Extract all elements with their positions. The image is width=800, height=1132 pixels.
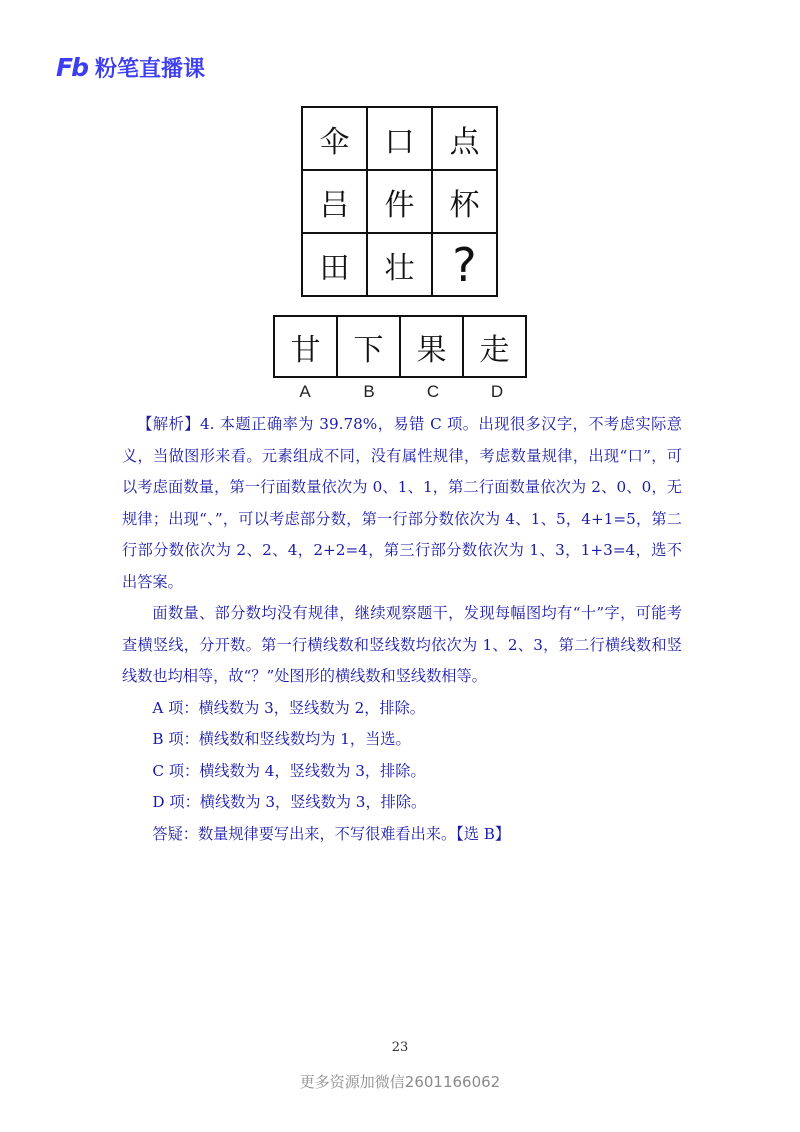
option-label: C: [426, 382, 440, 401]
option-label: A: [299, 382, 311, 401]
page-number: 23: [391, 1040, 409, 1055]
option-explanation: C 项：横线数为 4，竖线数为 3，排除。: [152, 761, 426, 780]
grid-cell: 点: [432, 107, 497, 170]
logo-text: 粉笔直播课: [94, 57, 205, 82]
grid-cell: 田: [302, 233, 367, 296]
grid-cell: 口: [367, 107, 432, 170]
footer-watermark: 更多资源加微信2601166062: [299, 1073, 501, 1091]
option-explanation: D 项：横线数为 3，竖线数为 3，排除。: [152, 793, 427, 811]
grid-cell: 壮: [367, 233, 432, 296]
grid-cell: 伞: [302, 107, 367, 170]
option-explanation: B 项：横线数和竖线数均为 1，当选。: [152, 730, 411, 748]
option-label: D: [490, 382, 504, 401]
puzzle-grid: [301, 106, 498, 297]
solution-text: [122, 409, 682, 850]
option-labels: [273, 382, 529, 402]
option-label: B: [363, 382, 375, 401]
option-c: 果: [400, 316, 463, 377]
grid-cell: 杯: [432, 170, 497, 233]
option-explanation: A 项：横线数为 3，竖线数为 2，排除。: [152, 698, 425, 717]
logo-mark: Fb: [56, 53, 87, 82]
option-b: 下: [337, 316, 400, 377]
option-a: 甘: [274, 316, 337, 377]
analysis-paragraph: 【解析】4. 本题正确率为 39.78%，易错 C 项。出现很多汉字，不考虑实际意义，当做图形来看。元素组成不同，没有属性规律，考虑数量规律，出现“口”，可以考虑面数量，第一行面数量依次为 0、1、1，第二行面数量依次为 2、0、0，无规律；出现“、”，可以考虑部分数，第一行部分数依次为 4、1、5，4+1=5，第二行部分数依次为 2、2、4，2+2=4，第三行部分数依次为 1、3，1+3=4，选不出答案。: [122, 415, 682, 591]
grid-cell: 件: [367, 170, 432, 233]
analysis-paragraph: 面数量、部分数均没有规律，继续观察题干，发现每幅图均有“十”字，可能考查横竖线，分开数。第一行横线数和竖线数均依次为 1、2、3，第二行横线数和竖线数也均相等，故“？”处图形的横线数和竖线数相等。: [122, 604, 682, 685]
answer-options: [273, 315, 527, 378]
brand-logo: [56, 52, 205, 83]
grid-cell-question-mark: ?: [432, 233, 497, 296]
option-d: 走: [463, 316, 526, 377]
grid-cell: 吕: [302, 170, 367, 233]
qa-note: 答疑：数量规律要写出来，不写很难看出来。【选 B】: [152, 824, 511, 843]
